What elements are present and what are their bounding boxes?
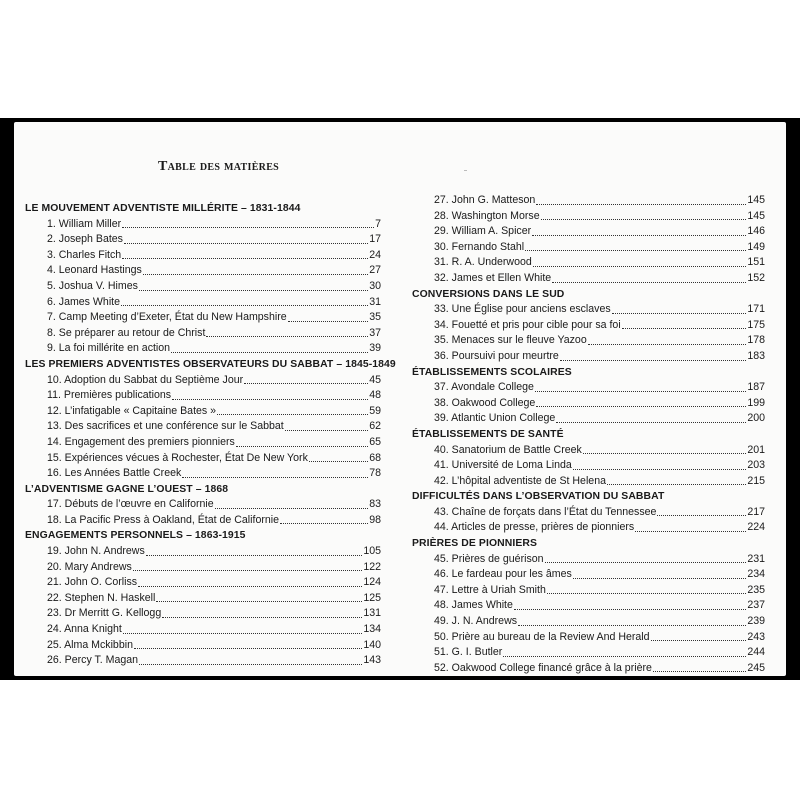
toc-section-heading	[25, 357, 396, 373]
entry-title: 19. John N. Andrews	[47, 545, 145, 558]
entry-title: 15. Expériences vécues à Rochester, État De New York	[47, 451, 308, 464]
paper-speck	[464, 170, 467, 171]
toc-column-left	[25, 201, 396, 669]
entry-title: 8. Se préparer au retour de Christ	[47, 326, 206, 339]
page-number: 146	[747, 225, 765, 238]
page-number: 171	[747, 303, 765, 316]
toc-entry	[25, 373, 381, 389]
toc-entry	[412, 396, 765, 412]
page-number: 131	[363, 607, 381, 620]
toc-entry	[412, 630, 765, 646]
page-number: 149	[747, 240, 765, 253]
page-number: 30	[369, 279, 381, 292]
toc-section-heading	[25, 482, 381, 498]
toc-entry	[412, 318, 765, 334]
entry-title: 6. James White	[47, 295, 121, 308]
entry-title: 12. L’infatigable « Capitaine Bates »	[47, 404, 217, 417]
entry-title: 20. Mary Andrews	[47, 560, 132, 573]
page-number: 122	[363, 560, 381, 573]
page-number: 105	[363, 545, 381, 558]
page-border	[0, 118, 800, 680]
toc-entry	[412, 380, 765, 396]
toc-entry	[412, 224, 765, 240]
page-number: 243	[747, 630, 765, 643]
entry-title: 24. Anna Knight	[47, 623, 122, 636]
page-number: 134	[363, 623, 381, 636]
toc-entry	[412, 474, 765, 490]
page-number: 200	[747, 412, 765, 425]
entry-title: 5. Joshua V. Himes	[47, 279, 138, 292]
page-number: 140	[363, 638, 381, 651]
entry-title: 13. Des sacrifices et une conférence sur le Sabbat	[47, 420, 284, 433]
page-number: 231	[747, 552, 765, 565]
dot-leader	[635, 531, 746, 532]
toc-entry	[412, 271, 765, 287]
entry-title: 32. James et Ellen White	[434, 271, 552, 284]
dot-leader	[206, 336, 368, 337]
toc-entry	[412, 349, 765, 365]
toc-entry	[25, 279, 381, 295]
page-number: 199	[747, 396, 765, 409]
toc-entry	[25, 622, 381, 638]
toc-entry	[25, 466, 381, 482]
dot-leader	[123, 633, 363, 634]
dot-leader	[533, 266, 747, 267]
toc-section-heading	[25, 201, 381, 217]
page-number: 245	[747, 661, 765, 674]
toc-entry	[412, 661, 765, 677]
dot-leader	[503, 656, 746, 657]
page-number: 83	[369, 498, 381, 511]
dot-leader	[657, 515, 746, 516]
dot-leader	[134, 648, 362, 649]
dot-leader	[573, 469, 747, 470]
entry-title: 51. G. I. Butler	[434, 646, 503, 659]
page-number: 235	[747, 583, 765, 596]
page-number: 17	[369, 233, 381, 246]
toc-entry	[25, 513, 381, 529]
toc-entry	[25, 497, 381, 513]
dot-leader	[138, 586, 362, 587]
toc-entry	[412, 240, 765, 256]
entry-title: 49. J. N. Andrews	[434, 615, 518, 628]
page-number: 62	[369, 420, 381, 433]
entry-title: 17. Débuts de l’œuvre en Californie	[47, 498, 214, 511]
page-number: 145	[747, 209, 765, 222]
dot-leader	[122, 227, 374, 228]
page-number: 143	[363, 654, 381, 667]
page-number: 178	[747, 334, 765, 347]
toc-entry	[412, 302, 765, 318]
toc-entry	[25, 232, 381, 248]
entry-title: 38. Oakwood College	[434, 396, 536, 409]
section-title: DIFFICULTÉS DANS L’OBSERVATION DU SABBAT	[412, 491, 665, 503]
toc-entry	[25, 248, 381, 264]
dot-leader	[171, 352, 368, 353]
page-number: 31	[369, 295, 381, 308]
dot-leader	[244, 383, 368, 384]
page-number: 37	[369, 326, 381, 339]
entry-title: 33. Une Église pour anciens esclaves	[434, 303, 611, 316]
section-title: L’ADVENTISME GAGNE L’OUEST – 1868	[25, 483, 229, 495]
dot-leader	[162, 617, 362, 618]
page-number: 201	[747, 443, 765, 456]
toc-entry	[412, 333, 765, 349]
toc-entry	[25, 591, 381, 607]
page-number: 151	[747, 256, 765, 269]
page-number: 224	[747, 521, 765, 534]
toc-entry	[25, 606, 381, 622]
page-number: 187	[747, 381, 765, 394]
entry-title: 23. Dr Merritt G. Kellogg	[47, 607, 162, 620]
dot-leader	[622, 328, 747, 329]
toc-entry	[25, 263, 381, 279]
dot-leader	[217, 414, 368, 415]
dot-leader	[124, 243, 368, 244]
dot-leader	[545, 562, 747, 563]
entry-title: 41. Université de Loma Linda	[434, 459, 572, 472]
section-title: LE MOUVEMENT ADVENTISTE MILLÉRITE – 1831-1844	[25, 203, 301, 214]
entry-title: 39. Atlantic Union College	[434, 412, 556, 425]
toc-entry	[25, 638, 381, 654]
toc-column-right	[412, 193, 765, 676]
toc-entry	[25, 544, 381, 560]
toc-entry	[412, 193, 765, 209]
page-number: 175	[747, 318, 765, 331]
page-number: 98	[369, 513, 381, 526]
page-number: 39	[369, 342, 381, 355]
dot-leader	[139, 290, 368, 291]
entry-title: 10. Adoption du Sabbat du Septième Jour	[47, 373, 244, 386]
page-number: 27	[369, 264, 381, 277]
entry-title: 45. Prières de guérison	[434, 552, 544, 565]
toc-entry	[25, 388, 381, 404]
entry-title: 26. Percy T. Magan	[47, 654, 139, 667]
dot-leader	[288, 321, 369, 322]
section-title: ÉTABLISSEMENTS SCOLAIRES	[412, 366, 572, 378]
entry-title: 35. Menaces sur le fleuve Yazoo	[434, 334, 587, 347]
page-number: 24	[369, 248, 381, 261]
page-number: 234	[747, 568, 765, 581]
entry-title: 22. Stephen N. Haskell	[47, 591, 156, 604]
dot-leader	[133, 570, 363, 571]
toc-entry	[25, 435, 381, 451]
entry-title: 37. Avondale College	[434, 381, 534, 394]
dot-leader	[651, 640, 747, 641]
entry-title: 44. Articles de presse, prières de pionniers	[434, 521, 635, 534]
toc-entry	[412, 567, 765, 583]
page-number: 215	[747, 474, 765, 487]
entry-title: 36. Poursuivi pour meurtre	[434, 349, 559, 362]
entry-title: 9. La foi millérite en action	[47, 342, 171, 355]
toc-entry	[412, 598, 765, 614]
page-number: 124	[363, 576, 381, 589]
dot-leader	[535, 391, 746, 392]
entry-title: 47. Lettre à Uriah Smith	[434, 583, 546, 596]
section-title: LES PREMIERS ADVENTISTES OBSERVATEURS DU SABBAT – 1845-1849	[25, 358, 396, 370]
page-number: 7	[375, 217, 381, 230]
entry-title: 30. Fernando Stahl	[434, 240, 525, 253]
page-number: 152	[747, 271, 765, 284]
section-title: PRIÈRES DE PIONNIERS	[412, 538, 537, 550]
entry-title: 50. Prière au bureau de la Review And Herald	[434, 630, 650, 643]
entry-title: 3. Charles Fitch	[47, 248, 122, 261]
entry-title: 46. Le fardeau pour les âmes	[434, 568, 572, 581]
toc-section-heading	[412, 536, 765, 552]
dot-leader	[236, 446, 368, 447]
page-number: 59	[369, 404, 381, 417]
toc-entry	[412, 520, 765, 536]
dot-leader	[280, 523, 368, 524]
dot-leader	[573, 578, 747, 579]
toc-entry	[412, 645, 765, 661]
page-number: 45	[369, 373, 381, 386]
dot-leader	[146, 555, 363, 556]
entry-title: 21. John O. Corliss	[47, 576, 138, 589]
page-number: 237	[747, 599, 765, 612]
entry-title: 29. William A. Spicer	[434, 225, 532, 238]
toc-entry	[25, 310, 381, 326]
entry-title: 2. Joseph Bates	[47, 233, 123, 246]
entry-title: 34. Fouetté et pris pour cible pour sa foi	[434, 318, 621, 331]
toc-entry	[25, 451, 381, 467]
page-number: 125	[363, 591, 381, 604]
dot-leader	[285, 430, 368, 431]
dot-leader	[547, 593, 746, 594]
toc-entry	[25, 404, 381, 420]
toc-entry	[25, 341, 381, 357]
entry-title: 25. Alma Mckibbin	[47, 638, 133, 651]
dot-leader	[172, 399, 368, 400]
toc-entry	[25, 217, 381, 233]
page-number: 217	[747, 505, 765, 518]
toc-entry	[412, 443, 765, 459]
page-number: 48	[369, 389, 381, 402]
toc-section-heading	[412, 489, 765, 505]
toc-entry	[25, 419, 381, 435]
page-title: Table des matières	[158, 159, 280, 174]
toc-entry	[412, 458, 765, 474]
dot-leader	[215, 508, 369, 509]
dot-leader	[514, 609, 746, 610]
dot-leader	[556, 422, 746, 423]
entry-title: 16. Les Années Battle Creek	[47, 467, 182, 480]
dot-leader	[583, 453, 747, 454]
dot-leader	[525, 250, 746, 251]
dot-leader	[518, 625, 746, 626]
entry-title: 11. Premières publications	[47, 389, 172, 402]
toc-section-heading	[412, 365, 765, 381]
toc-entry	[412, 411, 765, 427]
toc-entry	[412, 552, 765, 568]
dot-leader	[156, 601, 362, 602]
entry-title: 42. L’hôpital adventiste de St Helena	[434, 474, 606, 487]
dot-leader	[552, 282, 746, 283]
page-number: 244	[747, 646, 765, 659]
page-number: 78	[369, 467, 381, 480]
page-number: 68	[369, 451, 381, 464]
book-page	[14, 122, 786, 676]
toc-entry	[412, 505, 765, 521]
entry-title: 7. Camp Meeting d’Exeter, État du New Hampshire	[47, 311, 287, 324]
dot-leader	[588, 344, 747, 345]
entry-title: 40. Sanatorium de Battle Creek	[434, 443, 582, 456]
entry-title: 14. Engagement des premiers pionniers	[47, 435, 235, 448]
toc-entry	[25, 326, 381, 342]
section-title: ENGAGEMENTS PERSONNELS – 1863-1915	[25, 530, 246, 542]
toc-section-heading	[412, 287, 765, 303]
dot-leader	[653, 671, 746, 672]
section-title: ÉTABLISSEMENTS DE SANTÉ	[412, 428, 564, 440]
toc-entry	[25, 295, 381, 311]
toc-entry	[412, 583, 765, 599]
page-number: 239	[747, 615, 765, 628]
toc-section-heading	[412, 427, 765, 443]
page-number: 203	[747, 459, 765, 472]
page-number: 35	[369, 311, 381, 324]
dot-leader	[143, 274, 368, 275]
entry-title: 28. Washington Morse	[434, 209, 540, 222]
dot-leader	[612, 313, 747, 314]
entry-title: 18. La Pacific Press à Oakland, État de Californie	[47, 513, 280, 526]
page-number: 145	[747, 194, 765, 206]
entry-title: 43. Chaîne de forçats dans l’État du Tennessee	[434, 505, 657, 518]
page-number: 183	[747, 349, 765, 362]
toc-entry	[25, 575, 381, 591]
dot-leader	[139, 664, 362, 665]
page-number: 65	[369, 435, 381, 448]
toc-entry	[25, 653, 381, 669]
toc-section-heading	[25, 528, 381, 544]
dot-leader	[121, 305, 368, 306]
toc-entry	[412, 255, 765, 271]
dot-leader	[182, 477, 368, 478]
toc-entry	[25, 560, 381, 576]
toc-entry	[412, 614, 765, 630]
section-title: CONVERSIONS DANS LE SUD	[412, 288, 565, 300]
dot-leader	[122, 258, 368, 259]
toc-entry	[412, 209, 765, 225]
dot-leader	[560, 360, 746, 361]
entry-title: 48. James White	[434, 599, 513, 612]
entry-title: 4. Leonard Hastings	[47, 264, 142, 277]
dot-leader	[607, 484, 746, 485]
dot-leader	[536, 204, 746, 205]
entry-title: 52. Oakwood College financé grâce à la prière	[434, 661, 652, 674]
dot-leader	[532, 235, 746, 236]
entry-title: 27. John G. Matteson	[434, 194, 536, 206]
dot-leader	[541, 219, 747, 220]
entry-title: 31. R. A. Underwood	[434, 256, 532, 269]
dot-leader	[309, 461, 368, 462]
entry-title: 1. William Miller	[47, 217, 122, 230]
dot-leader	[536, 406, 746, 407]
